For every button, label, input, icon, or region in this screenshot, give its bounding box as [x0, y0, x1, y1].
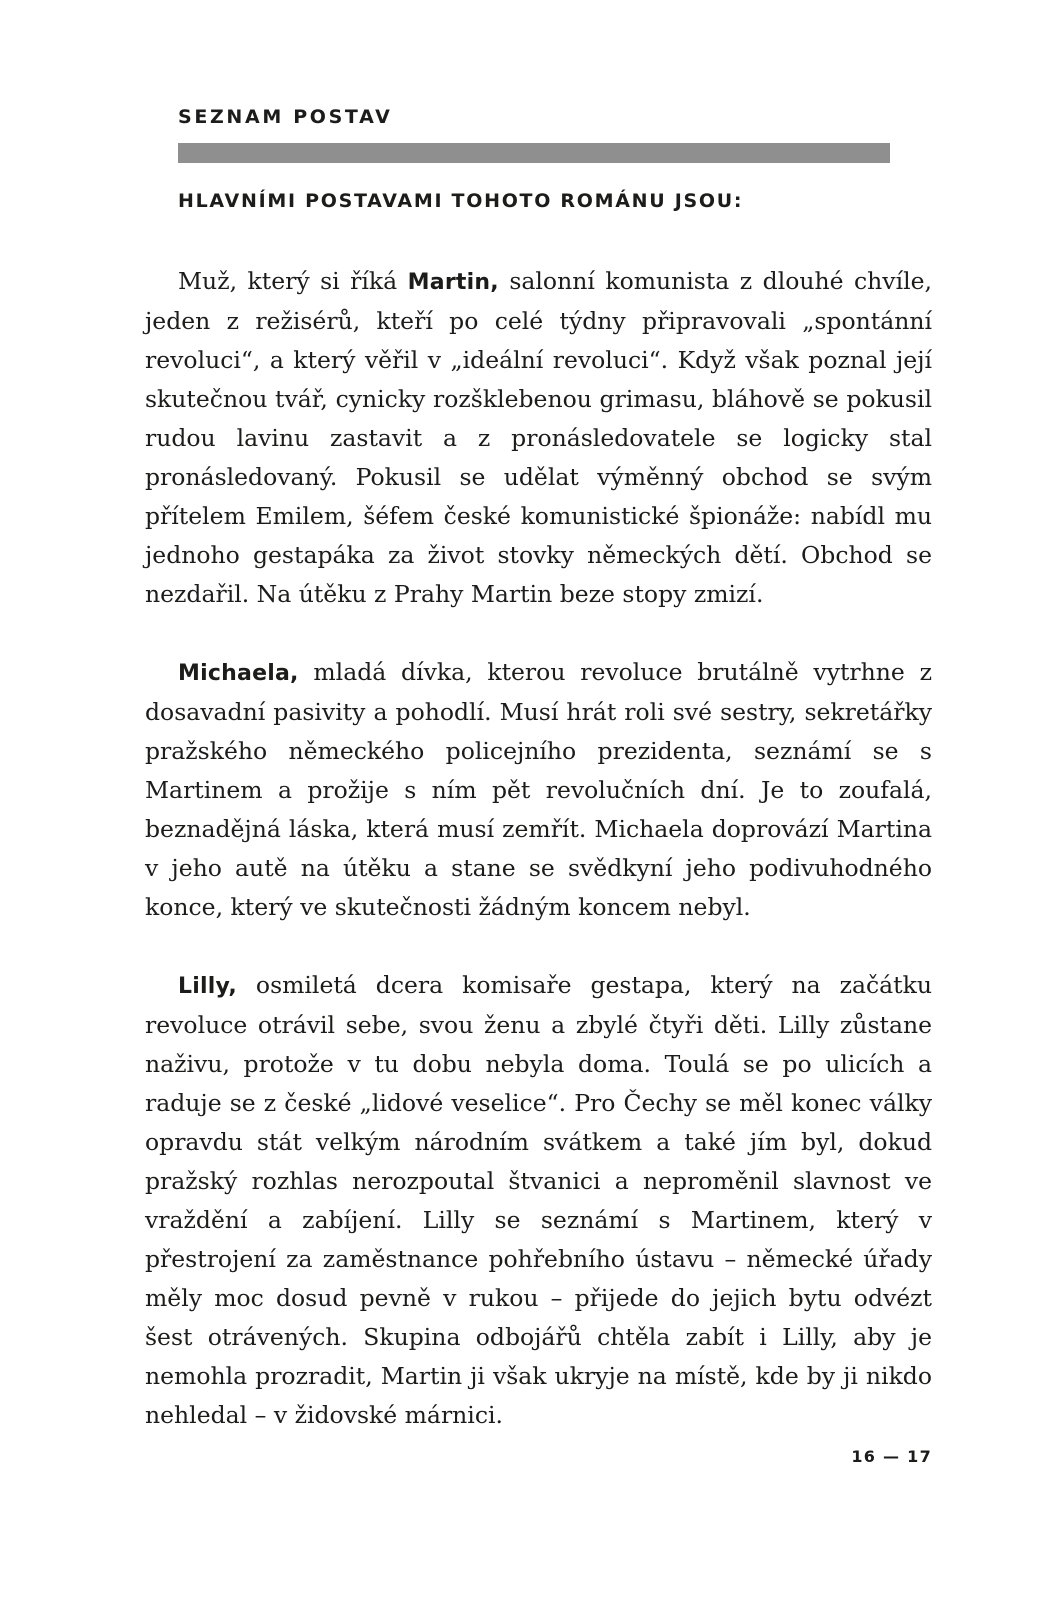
body-text — [145, 262, 932, 1435]
character-name-michaela: Michaela, — [178, 661, 299, 686]
page-number: 16 — 17 — [851, 1447, 932, 1466]
paragraph-lilly — [145, 966, 932, 1435]
paragraph-text-after: mladá dívka, kterou revoluce brutálně vytrhne z dosavadní pasivity a pohodlí. Musí hrát roli své sestry, sekretářky pražského německého policejního prezidenta, seznámí se s Martinem a prožije s ním pět revolučních dní. Je to zoufalá, beznadějná láska, která musí zemřít. Michaela doprovází Martina v jeho autě na útěku a stane se svědkyní jeho podivuhodného konce, který ve skutečnosti žádným koncem nebyl. — [145, 658, 932, 921]
paragraph-text-after: salonní komunista z dlouhé chvíle, jeden z režisérů, kteří po celé týdny připravovali „spontánní revoluci“, a který věřil v „ideální revoluci“. Když však poznal její skutečnou tvář, cynicky rozšklebenou grimasu, bláhově se pokusil rudou lavinu zastavit a z pronásledovatele se logicky stal pronásledovaný. Pokusil se udělat výměnný obchod se svým přítelem Emilem, šéfem české komunistické špionáže: nabídl mu jednoho gestapáka za život stovky německých dětí. Obchod se nezdařil. Na útěku z Prahy Martin beze stopy zmizí. — [145, 267, 932, 608]
character-name-lilly: Lilly, — [178, 974, 237, 999]
paragraph-michaela — [145, 653, 932, 927]
paragraph-text-after: osmiletá dcera komisaře gestapa, který na začátku revoluce otrávil sebe, svou ženu a zbylé čtyři děti. Lilly zůstane naživu, protože v tu dobu nebyla doma. Toulá se po ulicích a raduje se z české „lidové veselice“. Pro Čechy se měl konec války opravdu stát velkým národním svátkem a také jím byl, dokud pražský rozhlas nerozpoutal štvanici a neproměnil slavnost ve vraždění a zabíjení. Lilly se seznámí s Martinem, který v přestrojení za zaměstnance pohřebního ústavu – německé úřady měly moc dosud pevně v rukou – přijede do jejich bytu odvézt šest otrávených. Skupina odbojářů chtěla zabít i Lilly, aby je nemohla prozradit, Martin ji však ukryje na místě, kde by ji nikdo nehledal – v židovské márnici. — [145, 971, 932, 1429]
section-title: SEZNAM POSTAV — [178, 106, 393, 128]
divider-bar — [178, 143, 890, 163]
paragraph-martin — [145, 262, 932, 614]
character-name-martin: Martin, — [407, 270, 499, 295]
paragraph-text-before: Muž, který si říká — [178, 267, 408, 295]
subheading: HLAVNÍMI POSTAVAMI TOHOTO ROMÁNU JSOU: — [178, 190, 744, 212]
